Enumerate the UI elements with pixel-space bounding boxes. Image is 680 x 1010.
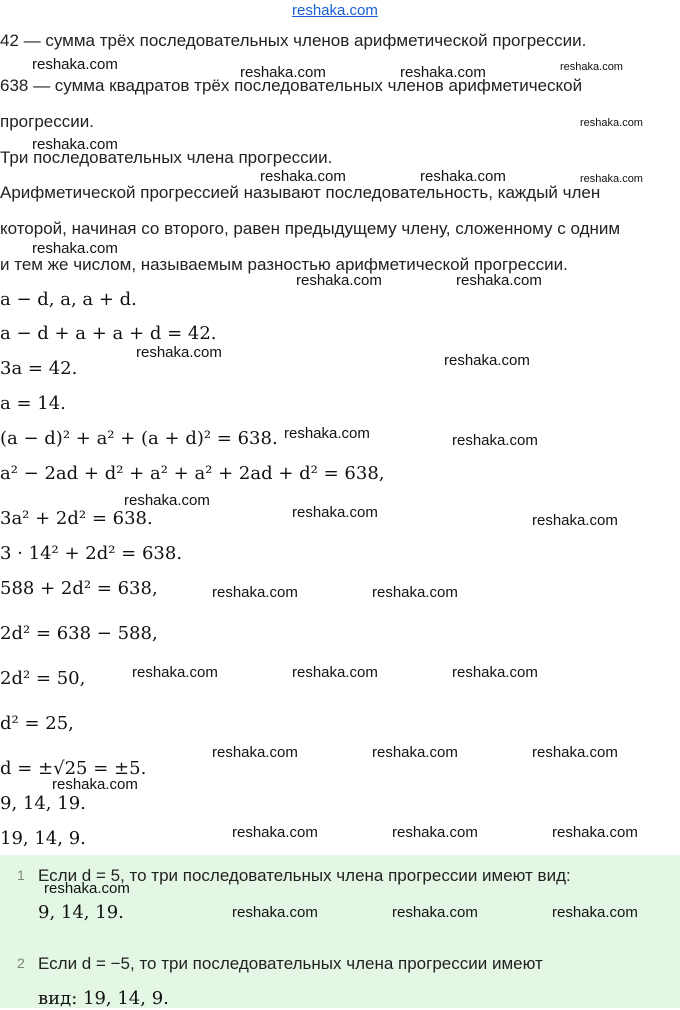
watermark: reshaka.com: [292, 504, 378, 521]
equation-4: a = 14.: [0, 393, 66, 414]
watermark: reshaka.com: [232, 904, 318, 921]
watermark: reshaka.com: [284, 425, 370, 442]
watermark: reshaka.com: [32, 136, 118, 153]
watermark: reshaka.com: [452, 664, 538, 681]
equation-10: 2d² = 638 − 588,: [0, 623, 158, 644]
watermark: reshaka.com: [444, 352, 530, 369]
watermark: reshaka.com: [392, 904, 478, 921]
watermark: reshaka.com: [44, 880, 130, 897]
equation-3: 3a = 42.: [0, 358, 78, 379]
watermark: reshaka.com: [296, 272, 382, 289]
watermark: reshaka.com: [132, 664, 218, 681]
watermark: reshaka.com: [240, 64, 326, 81]
watermark: reshaka.com: [52, 776, 138, 793]
equation-7: 3a² + 2d² = 638.: [0, 508, 153, 529]
watermark: reshaka.com: [552, 824, 638, 841]
watermark: reshaka.com: [260, 168, 346, 185]
watermark: reshaka.com: [532, 744, 618, 761]
watermark: reshaka.com: [552, 904, 638, 921]
text-line-5: Арифметической прогрессией называют последовательность, каждый член: [0, 183, 601, 202]
watermark: reshaka.com: [292, 664, 378, 681]
equation-8: 3 · 14² + 2d² = 638.: [0, 543, 183, 564]
text-line-3: прогрессии.: [0, 112, 94, 131]
answer-continuation-2: вид: 19, 14, 9.: [38, 988, 169, 1009]
text-line-7: и тем же числом, называемым разностью арифметической прогрессии.: [0, 255, 568, 274]
watermark: reshaka.com: [420, 168, 506, 185]
site-header-link[interactable]: reshaka.com: [292, 2, 378, 19]
equation-12: d² = 25,: [0, 713, 74, 734]
text-line-6: которой, начиная со второго, равен предыдущему члену, сложенному с одним: [0, 219, 621, 238]
watermark: reshaka.com: [580, 173, 643, 185]
text-line-1: 42 — сумма трёх последовательных членов арифметической прогрессии.: [0, 31, 587, 50]
text-line-4: Три последовательных члена прогрессии.: [0, 148, 333, 167]
watermark: reshaka.com: [136, 344, 222, 361]
equation-11: 2d² = 50,: [0, 668, 86, 689]
equation-14: 9, 14, 19.: [0, 793, 86, 814]
equation-2: a − d + a + a + d = 42.: [0, 323, 217, 344]
watermark: reshaka.com: [560, 61, 623, 73]
watermark: reshaka.com: [232, 824, 318, 841]
watermark: reshaka.com: [392, 824, 478, 841]
watermark: reshaka.com: [212, 744, 298, 761]
answer-text-2: Если d = −5, то три последовательных члена прогрессии имеют: [38, 954, 543, 973]
watermark: reshaka.com: [372, 584, 458, 601]
watermark: reshaka.com: [124, 492, 210, 509]
equation-9: 588 + 2d² = 638,: [0, 578, 158, 599]
watermark: reshaka.com: [452, 432, 538, 449]
watermark: reshaka.com: [580, 117, 643, 129]
answer-text-1: Если d = 5, то три последовательных члена прогрессии имеют вид:: [38, 866, 571, 885]
answer-continuation-1: 9, 14, 19.: [38, 902, 124, 923]
equation-15: 19, 14, 9.: [0, 828, 86, 849]
equation-1: a − d, a, a + d.: [0, 289, 137, 310]
answer-number-2: 2: [17, 955, 25, 971]
watermark: reshaka.com: [32, 56, 118, 73]
watermark: reshaka.com: [212, 584, 298, 601]
watermark: reshaka.com: [32, 240, 118, 257]
equation-13: d = ±√25 = ±5.: [0, 758, 147, 779]
watermark: reshaka.com: [456, 272, 542, 289]
text-line-2: 638 — сумма квадратов трёх последовательных членов арифметической: [0, 76, 583, 95]
equation-5: (a − d)² + a² + (a + d)² = 638.: [0, 428, 278, 449]
watermark: reshaka.com: [532, 512, 618, 529]
watermark: reshaka.com: [372, 744, 458, 761]
answer-number-1: 1: [17, 867, 25, 883]
watermark: reshaka.com: [400, 64, 486, 81]
equation-6: a² − 2ad + d² + a² + a² + 2ad + d² = 638,: [0, 463, 385, 484]
